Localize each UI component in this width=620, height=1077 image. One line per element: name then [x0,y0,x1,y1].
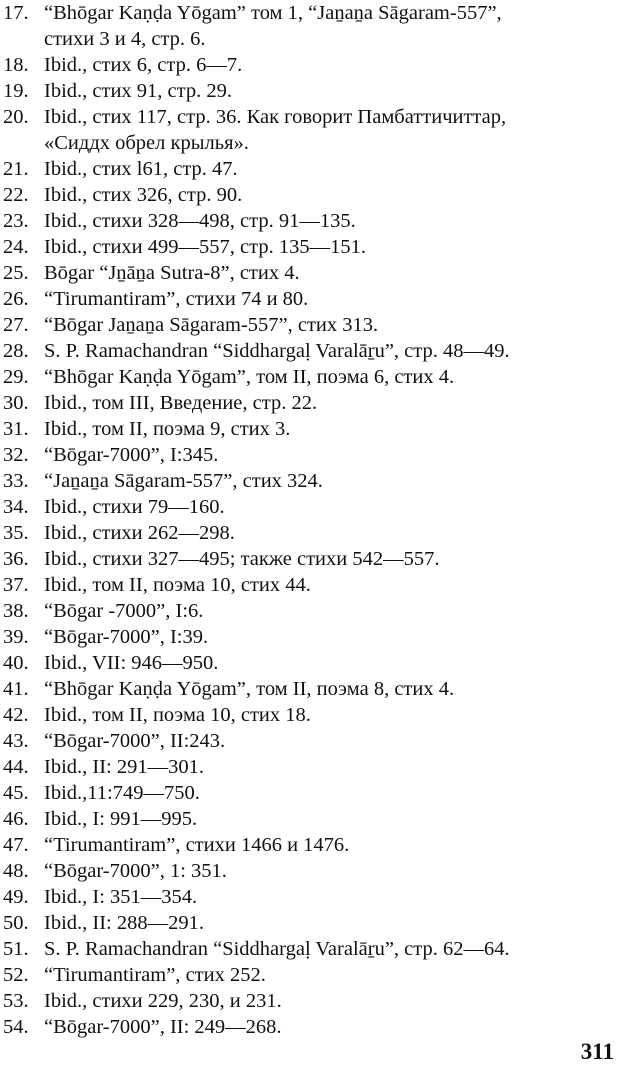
endnote-text [44,78,620,104]
endnote-line: Ibid., I: 351—354. [44,886,198,908]
endnote-line: “Bōgar-7000”, I:345. [44,444,219,466]
endnote-number: 50. [3,912,29,934]
endnote-text [44,156,620,182]
endnote-item [0,52,620,78]
endnote-text [44,286,620,312]
endnote-text [44,702,620,728]
endnote-text [44,676,620,702]
endnote-line: Ibid.,11:749—750. [44,782,200,804]
endnote-line: “Bhōgar Kaṇḍa Yōgam”, том II, поэма 6, стих 4. [44,366,455,388]
endnote-line: стихи 3 и 4, стр. 6. [44,28,206,50]
endnote-line: Bōgar “Jṉāṉa Sutra-8”, стих 4. [44,262,300,284]
endnote-text [44,780,620,806]
endnote-line: Ibid., стих 326, стр. 90. [44,184,243,206]
endnote-text [44,260,620,286]
endnote-line: S. P. Ramachandran “Siddhargaḷ Varalāṟu”, стр. 62—64. [44,938,510,960]
endnote-text [44,1014,620,1040]
endnote-number: 51. [3,938,29,960]
endnote-line: Ibid., стих 117, стр. 36. Как говорит Памбаттичиттар, [44,106,507,128]
endnote-text [44,364,620,390]
endnote-item [0,442,620,468]
endnote-number: 27. [3,314,29,336]
endnote-line: “Bōgar-7000”, I:39. [44,626,209,648]
endnote-text [44,598,620,624]
endnote-number: 17. [3,2,29,24]
endnote-line: Ibid., II: 288—291. [44,912,204,934]
endnote-item [0,468,620,494]
endnote-number: 53. [3,990,29,1012]
endnote-item [0,624,620,650]
endnote-text [44,832,620,858]
endnote-text [44,884,620,910]
page-number: 311 [580,1039,614,1064]
endnote-number: 31. [3,418,29,440]
endnote-text [44,546,620,572]
endnote-line: “Bōgar -7000”, I:6. [44,600,204,622]
endnote-item [0,104,620,156]
endnote-number: 18. [3,54,29,76]
endnote-number: 32. [3,444,29,466]
endnote-text [44,234,620,260]
endnote-number: 25. [3,262,29,284]
endnote-line: Ibid., стихи 79—160. [44,496,225,518]
endnote-line: “Bōgar-7000”, 1: 351. [44,860,227,882]
endnote-text [44,962,620,988]
endnote-number: 40. [3,652,29,674]
endnote-text [44,494,620,520]
endnote-item [0,728,620,754]
endnote-line: “Tirumantiram”, стихи 74 и 80. [44,288,309,310]
endnote-item [0,260,620,286]
endnote-item [0,988,620,1014]
endnote-text [44,520,620,546]
endnote-number: 43. [3,730,29,752]
endnote-text [44,650,620,676]
endnote-item [0,208,620,234]
endnote-line: Ibid., стихи 327—495; также стихи 542—557. [44,548,440,570]
endnote-item [0,702,620,728]
endnote-number: 52. [3,964,29,986]
endnote-line: “Bōgar-7000”, II: 249—268. [44,1016,282,1038]
endnote-number: 41. [3,678,29,700]
endnote-item [0,390,620,416]
endnote-number: 54. [3,1016,29,1038]
endnote-number: 33. [3,470,29,492]
endnote-item [0,832,620,858]
endnote-line: Ibid., стих 6, стр. 6—7. [44,54,243,76]
endnote-text [44,338,620,364]
endnote-item [0,78,620,104]
endnote-text [44,182,620,208]
endnote-line: Ibid., стихи 229, 230, и 231. [44,990,282,1012]
endnote-number: 19. [3,80,29,102]
endnote-text [44,312,620,338]
endnote-line: Ibid., II: 291—301. [44,756,204,778]
endnote-text [44,52,620,78]
endnote-item [0,676,620,702]
endnote-item [0,780,620,806]
endnote-line: Ibid., стихи 262—298. [44,522,235,544]
endnote-number: 21. [3,158,29,180]
endnote-line: Ibid., стих 91, стр. 29. [44,80,232,102]
endnote-item [0,754,620,780]
endnote-item [0,936,620,962]
endnote-number: 35. [3,522,29,544]
endnote-number: 49. [3,886,29,908]
endnote-number: 22. [3,184,29,206]
endnote-number: 44. [3,756,29,778]
endnote-text [44,858,620,884]
endnote-line: “Tirumantiram”, стихи 1466 и 1476. [44,834,350,856]
endnote-item [0,806,620,832]
endnote-text [44,754,620,780]
endnote-item [0,312,620,338]
endnote-number: 48. [3,860,29,882]
endnote-number: 45. [3,782,29,804]
endnote-number: 23. [3,210,29,232]
endnote-line: “Bōgar-7000”, II:243. [44,730,226,752]
endnote-item [0,338,620,364]
endnote-item [0,858,620,884]
endnote-number: 26. [3,288,29,310]
endnote-number: 20. [3,106,29,128]
endnote-line: “Bhōgar Kaṇḍa Yōgam” том 1, “Jaṉaṉa Sāgaram-557”, [44,2,502,24]
endnote-number: 29. [3,366,29,388]
endnote-item [0,520,620,546]
endnote-number: 42. [3,704,29,726]
endnote-text [44,728,620,754]
endnote-text [44,390,620,416]
endnote-item [0,182,620,208]
endnote-item [0,364,620,390]
endnote-text [44,806,620,832]
endnote-line: Ibid., том II, поэма 9, стих 3. [44,418,291,440]
endnote-line: Ibid., том II, поэма 10, стих 44. [44,574,311,596]
endnote-number: 24. [3,236,29,258]
endnote-item [0,910,620,936]
endnote-item [0,494,620,520]
endnote-item [0,546,620,572]
endnote-line: “Bhōgar Kaṇḍa Yōgam”, том II, поэма 8, стих 4. [44,678,455,700]
endnote-number: 38. [3,600,29,622]
endnote-line: Ibid., I: 991—995. [44,808,198,830]
endnote-text [44,936,620,962]
endnote-number: 30. [3,392,29,414]
endnote-line: Ibid., VII: 946—950. [44,652,219,674]
endnote-number: 47. [3,834,29,856]
endnote-number: 46. [3,808,29,830]
endnote-item [0,234,620,260]
endnote-line: “Jaṉaṉa Sāgaram-557”, стих 324. [44,470,323,492]
endnote-text [44,988,620,1014]
endnote-item [0,156,620,182]
endnote-text [44,416,620,442]
endnote-number: 39. [3,626,29,648]
endnote-line: “Tirumantiram”, стих 252. [44,964,266,986]
endnote-line: «Сиддх обрел крылья». [44,132,249,154]
endnote-item [0,0,620,52]
endnote-line: S. P. Ramachandran “Siddhargaḷ Varalāṟu”, стр. 48—49. [44,340,510,362]
endnote-text [44,910,620,936]
endnote-item [0,884,620,910]
endnote-line: Ibid., том III, Введение, стр. 22. [44,392,318,414]
endnote-number: 28. [3,340,29,362]
endnote-text [44,468,620,494]
endnote-item [0,598,620,624]
endnote-line: Ibid., том II, поэма 10, стих 18. [44,704,311,726]
endnote-item [0,572,620,598]
endnote-text [44,442,620,468]
endnote-text [44,0,620,52]
endnote-line: Ibid., стих l61, стр. 47. [44,158,238,180]
endnote-text [44,208,620,234]
endnote-text [44,572,620,598]
endnote-number: 34. [3,496,29,518]
endnote-number: 36. [3,548,29,570]
endnote-item [0,1014,620,1040]
endnote-line: “Bōgar Jaṉaṉa Sāgaram-557”, стих 313. [44,314,379,336]
endnote-line: Ibid., стихи 328—498, стр. 91—135. [44,210,356,232]
endnote-item [0,650,620,676]
endnote-item [0,286,620,312]
endnote-number: 37. [3,574,29,596]
endnote-line: Ibid., стихи 499—557, стр. 135—151. [44,236,366,258]
endnote-text [44,624,620,650]
endnote-item [0,416,620,442]
endnote-text [44,104,620,156]
endnote-item [0,962,620,988]
